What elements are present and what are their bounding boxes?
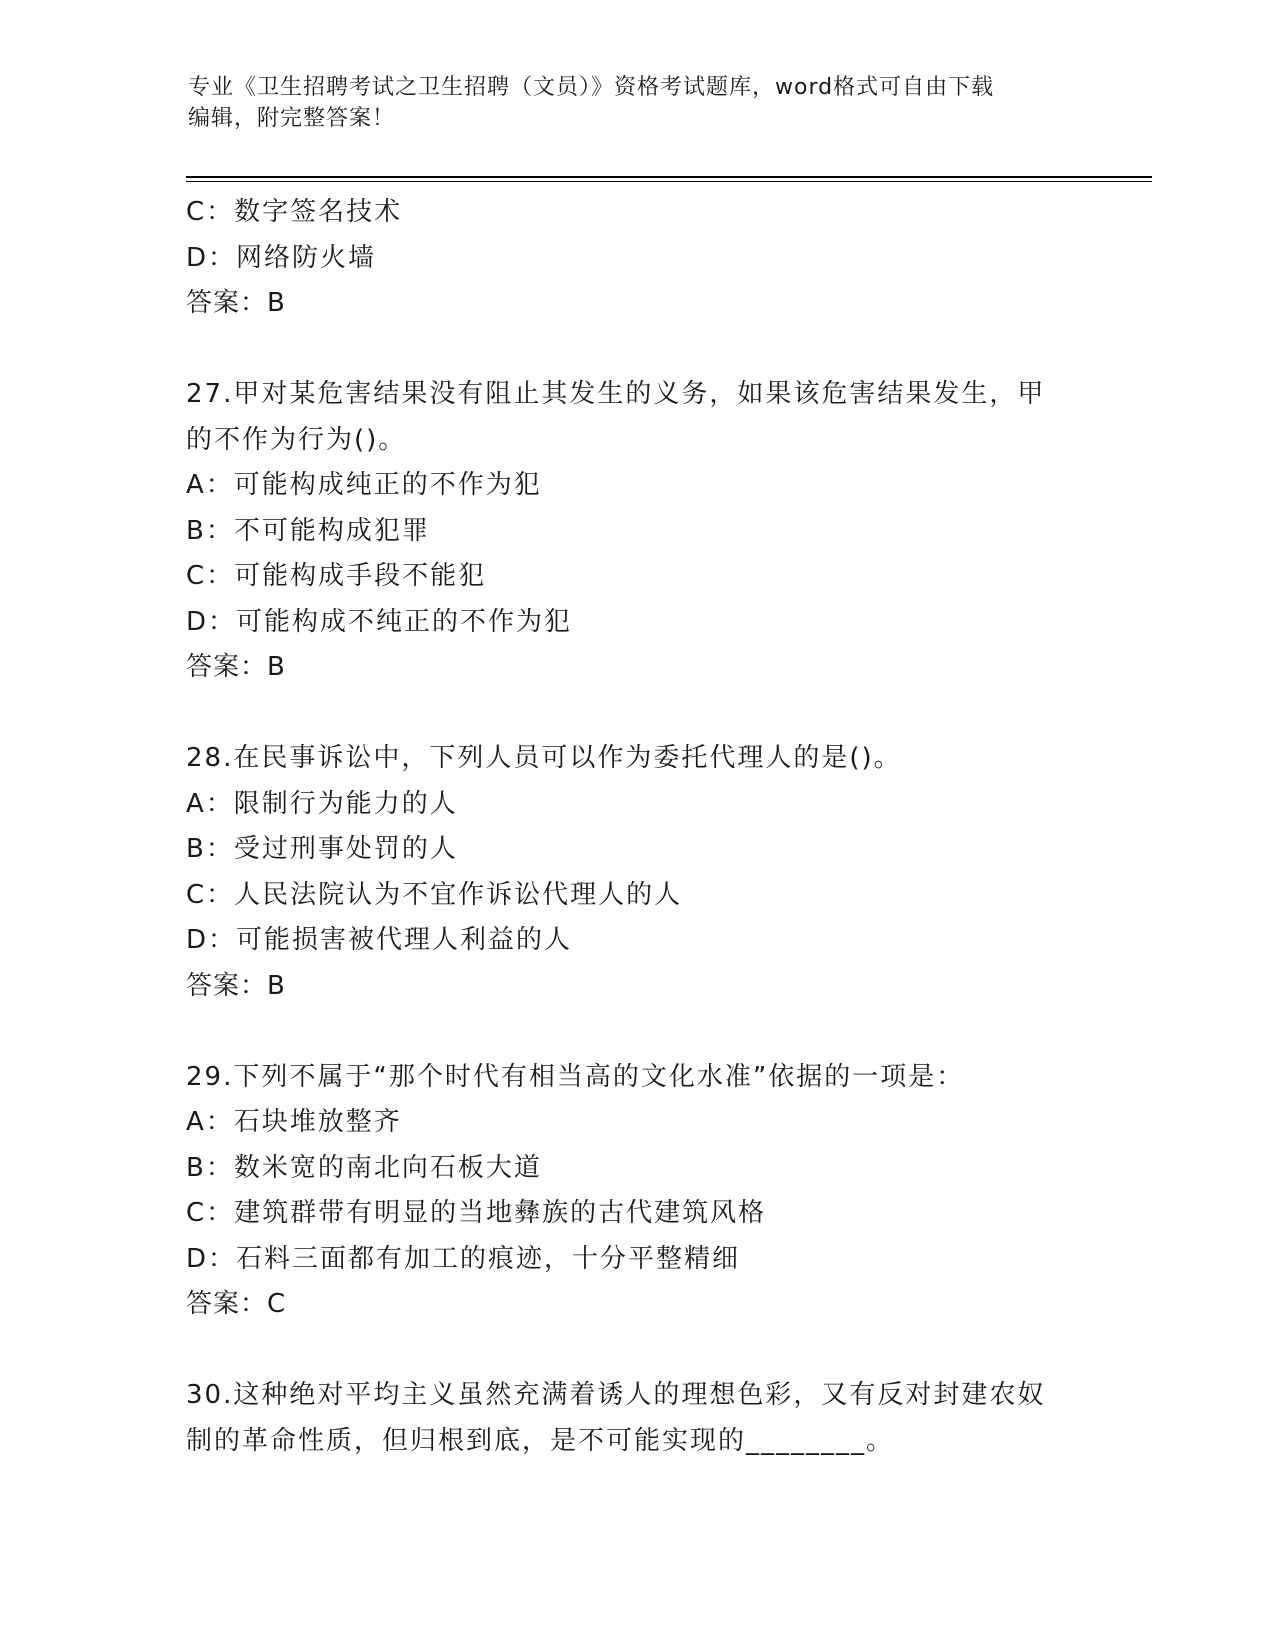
header-line-1: 专业《卫生招聘考试之卫生招聘（文员）》资格考试题库，word格式可自由下载 (188, 75, 995, 100)
option-d: D：石料三面都有加工的痕迹，十分平整精细 (186, 1243, 741, 1274)
question-30 (186, 1373, 1086, 1464)
option-b: B：受过刑事处罚的人 (186, 834, 458, 864)
option-c: C：建筑群带有明显的当地彝族的古代建筑风格 (186, 1198, 767, 1228)
document-header (188, 72, 1068, 134)
question-29 (186, 1055, 1086, 1328)
option-a: A：可能构成纯正的不作为犯 (186, 470, 542, 500)
question-stem: 30.这种绝对平均主义虽然充满着诱人的理想色彩，又有反对封建农奴 (186, 1380, 1046, 1410)
question-content (186, 190, 1086, 1464)
question-stem: 29.下列不属于“那个时代有相当高的文化水准”依据的一项是： (186, 1061, 965, 1092)
option-a: A：限制行为能力的人 (186, 788, 458, 819)
question-stem: 的不作为行为()。 (186, 424, 407, 455)
option-c: C：可能构成手段不能犯 (186, 561, 487, 591)
option-c: C：人民法院认为不宜作诉讼代理人的人 (186, 879, 683, 910)
header-rule-thick (186, 176, 1152, 178)
carryover-block (186, 190, 1086, 327)
answer-line: 答案：B (186, 970, 286, 1001)
header-line-2: 编辑，附完整答案！ (188, 106, 396, 131)
answer-line: 答案：C (186, 1289, 287, 1319)
spacer (186, 327, 1086, 373)
option-b: B：不可能构成犯罪 (186, 515, 430, 546)
question-stem: 27.甲对某危害结果没有阻止其发生的义务，如果该危害结果发生，甲 (186, 379, 1046, 409)
question-stem: 28.在民事诉讼中，下列人员可以作为委托代理人的是()。 (186, 743, 902, 773)
spacer (186, 1009, 1086, 1055)
spacer (186, 1328, 1086, 1374)
option-d: D：可能构成不纯正的不作为犯 (186, 606, 573, 637)
question-stem: 制的革命性质，但归根到底，是不可能实现的________。 (186, 1425, 895, 1456)
option-a: A：石块堆放整齐 (186, 1107, 402, 1137)
question-28 (186, 736, 1086, 1009)
spacer (186, 691, 1086, 737)
option-d: D：网络防火墙 (186, 242, 377, 273)
header-rule-thin (186, 181, 1152, 182)
answer-line: 答案：B (186, 652, 286, 682)
question-27 (186, 372, 1086, 691)
option-d: D：可能损害被代理人利益的人 (186, 925, 573, 955)
option-c: C：数字签名技术 (186, 197, 403, 227)
answer-line: 答案：B (186, 288, 286, 318)
option-b: B：数米宽的南北向石板大道 (186, 1152, 542, 1183)
